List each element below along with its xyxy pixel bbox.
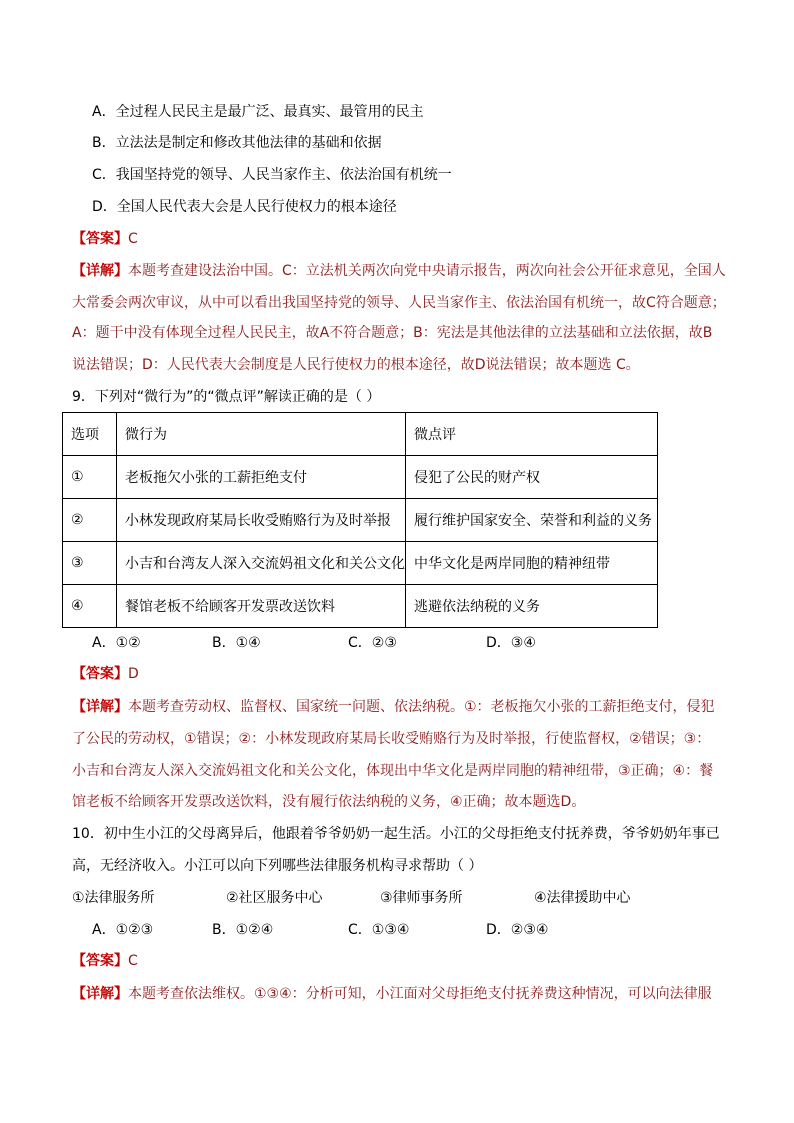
q10-stem-line-1: 10．初中生小江的父母离异后，他跟着爷爷奶奶一起生活。小江的父母拒绝支付抚养费，爷爷奶奶年事已 <box>72 826 720 842</box>
table-row <box>63 499 658 542</box>
q10-choice-a: A．①②③ <box>92 922 154 938</box>
q10-answer <box>72 951 138 971</box>
table-cell: 小吉和台湾友人深入交流妈祖文化和关公文化 <box>117 542 406 585</box>
q10-item-4: ④法律援助中心 <box>534 890 631 906</box>
detail-tag: 【详解】 <box>72 263 128 279</box>
q9-detail-line-2: 了公民的劳动权，①错误；②：小林发现政府某局长收受贿赂行为及时举报，行使监督权，②错误；③： <box>72 731 711 747</box>
q8-detail-line-2: 大常委会两次审议，从中可以看出我国坚持党的领导、人民当家作主、依法治国有机统一，故C符合题意； <box>72 295 726 311</box>
q9-detail-line-1 <box>72 697 715 717</box>
q8-detail-line-3: A：题干中没有体现全过程人民民主，故A不符合题意；B：宪法是其他法律的立法基础和立法依据，故B <box>72 325 713 341</box>
table-header-row <box>63 413 658 456</box>
q9-detail-line-4: 馆老板不给顾客开发票改送饮料，没有履行依法纳税的义务，④正确；故本题选D。 <box>72 794 586 810</box>
q9-detail-line-3: 小吉和台湾友人深入交流妈祖文化和关公文化，体现出中华文化是两岸同胞的精神纽带，③正确；④：餐 <box>72 763 714 779</box>
table-row <box>63 456 658 499</box>
answer-value: D <box>128 666 139 682</box>
table-row <box>63 585 658 628</box>
q10-stem-line-2: 高，无经济收入。小江可以向下列哪些法律服务机构寻求帮助（ ） <box>72 858 483 874</box>
q9-choice-d: D．③④ <box>486 635 536 651</box>
header-cell: 微点评 <box>406 413 658 456</box>
table-cell: 侵犯了公民的财产权 <box>406 456 658 499</box>
q8-option-d: D．全国人民代表大会是人民行使权力的根本途径 <box>92 199 397 215</box>
q10-choice-b: B．①②④ <box>212 922 274 938</box>
answer-value: C <box>128 953 138 969</box>
answer-tag: 【答案】 <box>72 666 128 682</box>
answer-tag: 【答案】 <box>72 231 128 247</box>
detail-tag: 【详解】 <box>72 699 128 715</box>
detail-text: 本题考查建设法治中国。C：立法机关两次向党中央请示报告，两次向社会公开征求意见，全国人 <box>128 263 726 279</box>
table-cell: ② <box>63 499 117 542</box>
q10-item-3: ③律师事务所 <box>380 890 463 906</box>
q10-choice-c: C．①③④ <box>348 922 410 938</box>
q8-option-c: C．我国坚持党的领导、人民当家作主、依法治国有机统一 <box>92 167 452 183</box>
q8-detail-line-1 <box>72 261 726 281</box>
table-cell: ④ <box>63 585 117 628</box>
q8-option-a: A．全过程人民民主是最广泛、最真实、最管用的民主 <box>92 104 424 120</box>
q10-detail-line-1 <box>72 984 712 1004</box>
detail-text: 本题考查劳动权、监督权、国家统一问题、依法纳税。①：老板拖欠小张的工薪拒绝支付，侵犯 <box>128 699 715 715</box>
q9-choice-b: B．①④ <box>212 635 261 651</box>
q9-stem: 9．下列对“微行为”的“微点评”解读正确的是（ ） <box>72 389 381 405</box>
table-cell: 履行维护国家安全、荣誉和利益的义务 <box>406 499 658 542</box>
q9-table <box>62 412 658 628</box>
q10-item-2: ②社区服务中心 <box>226 890 323 906</box>
q8-answer <box>72 229 138 249</box>
table-cell: 小林发现政府某局长收受贿赂行为及时举报 <box>117 499 406 542</box>
detail-tag: 【详解】 <box>72 986 128 1002</box>
q10-item-1: ①法律服务所 <box>72 890 155 906</box>
answer-value: C <box>128 231 138 247</box>
q8-option-b: B．立法法是制定和修改其他法律的基础和依据 <box>92 135 382 151</box>
q8-detail-line-4: 说法错误；D：人民代表大会制度是人民行使权力的根本途径，故D说法错误；故本题选 C。 <box>72 357 640 373</box>
header-cell: 选项 <box>63 413 117 456</box>
answer-tag: 【答案】 <box>72 953 128 969</box>
table-cell: 老板拖欠小张的工薪拒绝支付 <box>117 456 406 499</box>
table-row <box>63 542 658 585</box>
q9-choice-a: A．①② <box>92 635 141 651</box>
table-cell: 中华文化是两岸同胞的精神纽带 <box>406 542 658 585</box>
table-cell: 餐馆老板不给顾客开发票改送饮料 <box>117 585 406 628</box>
detail-text: 本题考查依法维权。①③④：分析可知，小江面对父母拒绝支付抚养费这种情况，可以向法律服 <box>128 986 712 1002</box>
q9-choice-c: C．②③ <box>348 635 397 651</box>
header-cell: 微行为 <box>117 413 406 456</box>
q10-choice-d: D．②③④ <box>486 922 549 938</box>
table-cell: ① <box>63 456 117 499</box>
q9-answer <box>72 664 139 684</box>
table-cell: ③ <box>63 542 117 585</box>
table-cell: 逃避依法纳税的义务 <box>406 585 658 628</box>
